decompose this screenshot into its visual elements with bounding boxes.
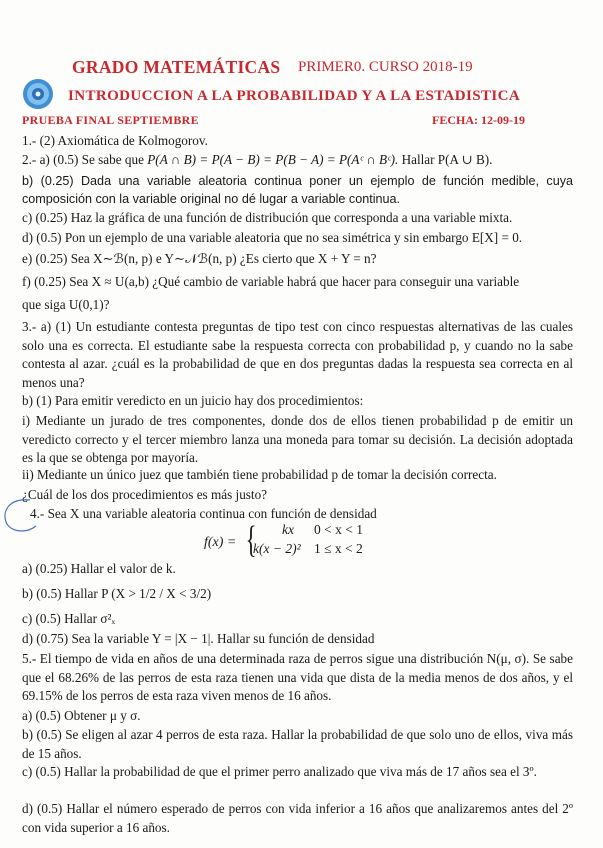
question-2f-line1: f) (0.25) Sea X ≈ U(a,b) ¿Qué cambio de variable habrá que hacer para conseguir una variable <box>22 274 520 289</box>
question-3b: b) (1) Para emitir veredicto en un juicio hay dos procedimientos: <box>22 393 364 408</box>
density-fx-label: f(x) = <box>204 535 237 550</box>
course-label: PRIMER0. CURSO 2018-19 <box>298 59 473 75</box>
question-3b-question: ¿Cuál de los dos procedimientos es más justo? <box>22 487 268 502</box>
question-2a-formula: P(A ∩ B) = P(A − B) = P(B − A) = P(Aᶜ ∩ Bᶜ). <box>147 152 399 167</box>
subject-title: INTRODUCCION A LA PROBABILIDAD Y A LA ESTADISTICA <box>68 88 521 104</box>
question-2d: d) (0.5) Pon un ejemplo de una variable aleatoria que no sea simétrica y sin embargo E[X] = 0. <box>22 230 523 245</box>
question-2a-suffix: Hallar P(A ∪ B). <box>401 152 493 167</box>
question-2f-line2: que siga U(0,1)? <box>22 297 110 312</box>
question-3b-ii: ii) Mediante un único juez que también tiene probabilidad p de tomar la decisión correcta. <box>22 467 497 482</box>
exam-date: FECHA: 12-09-19 <box>432 113 525 127</box>
question-2a <box>22 152 573 168</box>
question-5c: c) (0.5) Hallar la probabilidad de que el primer perro analizado que viva más de 17 años sea el 3º. <box>22 764 537 779</box>
question-4a: a) (0.25) Hallar el valor de k. <box>22 561 176 576</box>
question-1: 1.- (2) Axiomática de Kolmogorov. <box>22 133 208 148</box>
university-logo-icon <box>22 78 54 110</box>
question-5a: a) (0.5) Obtener μ y σ. <box>22 708 141 723</box>
question-5d: d) (0.5) Hallar el número esperado de perros con vida inferior a 16 años que analizaremos antes del 2º con vida superior a 16 años. <box>22 801 573 835</box>
question-2a-prefix: 2.- a) (0.5) Se sabe que <box>22 152 144 167</box>
question-3a: 3.- a) (1) Un estudiante contesta preguntas de tipo test con cinco respuestas alternativas de las cuales solo una es correcta. El estudiante sabe la respuesta correcta con probabilidad p, y cuando no la sabe contesta al azar. ¿cuál es la probabilidad de que en dos preguntas dadas la respuesta sea correcta en al menos una? <box>22 319 573 390</box>
question-4c: c) (0.5) Hallar σ²ₓ <box>22 611 116 626</box>
question-4d: d) (0.75) Sea la variable Y = |X − 1|. Hallar su función de densidad <box>22 631 375 646</box>
density-row2-cond: 1 ≤ x < 2 <box>314 541 363 556</box>
question-2e: e) (0.25) Sea X∼ℬ(n, p) e Y∼𝒩ℬ(n, p) ¿Es cierto que X + Y = n? <box>22 251 377 266</box>
question-5b: b) (0.5) Se eligen al azar 4 perros de esta raza. Hallar la probabilidad de que solo uno de ellos, viva más de 15 años. <box>22 727 573 761</box>
density-brace: { <box>245 519 257 561</box>
question-4b: b) (0.5) Hallar P (X > 1/2 / X < 3/2) <box>22 586 212 601</box>
question-5-intro: 5.- El tiempo de vida en años de una determinada raza de perros sigue una distribución N(μ, σ). Se sabe que el 68.26% de las perros de esta raza tienen una vida que dista de la media menos de dos años, y el 69.15% de los perros de esta raza viven menos de 16 años. <box>22 651 573 703</box>
question-2c: c) (0.25) Haz la gráfica de una función de distribución que corresponda a una variable mixta. <box>22 210 513 225</box>
density-row1-expr: kx <box>282 522 294 537</box>
density-row1-cond: 0 < x < 1 <box>314 522 363 537</box>
density-row2-expr: k(x − 2)² <box>253 541 301 556</box>
exam-label: PRUEBA FINAL SEPTIEMBRE <box>22 113 199 127</box>
question-2b: b) (0.25) Dada una variable aleatoria continua poner un ejemplo de función medible, cuya composición con la variable original no dé lugar a variable continua. <box>22 174 573 206</box>
question-4-intro: 4.- Sea X una variable aleatoria continua con función de densidad <box>30 506 377 521</box>
question-3b-i: i) Mediante un jurado de tres componentes, donde dos de ellos tienen probabilidad p de emitir un veredicto correcto y el tercer miembro lanza una moneda para tomar su decisión. La decisión adoptada es la que se obtenga por mayoría. <box>22 413 573 465</box>
page-title: GRADO MATEMÁTICAS <box>72 57 281 77</box>
